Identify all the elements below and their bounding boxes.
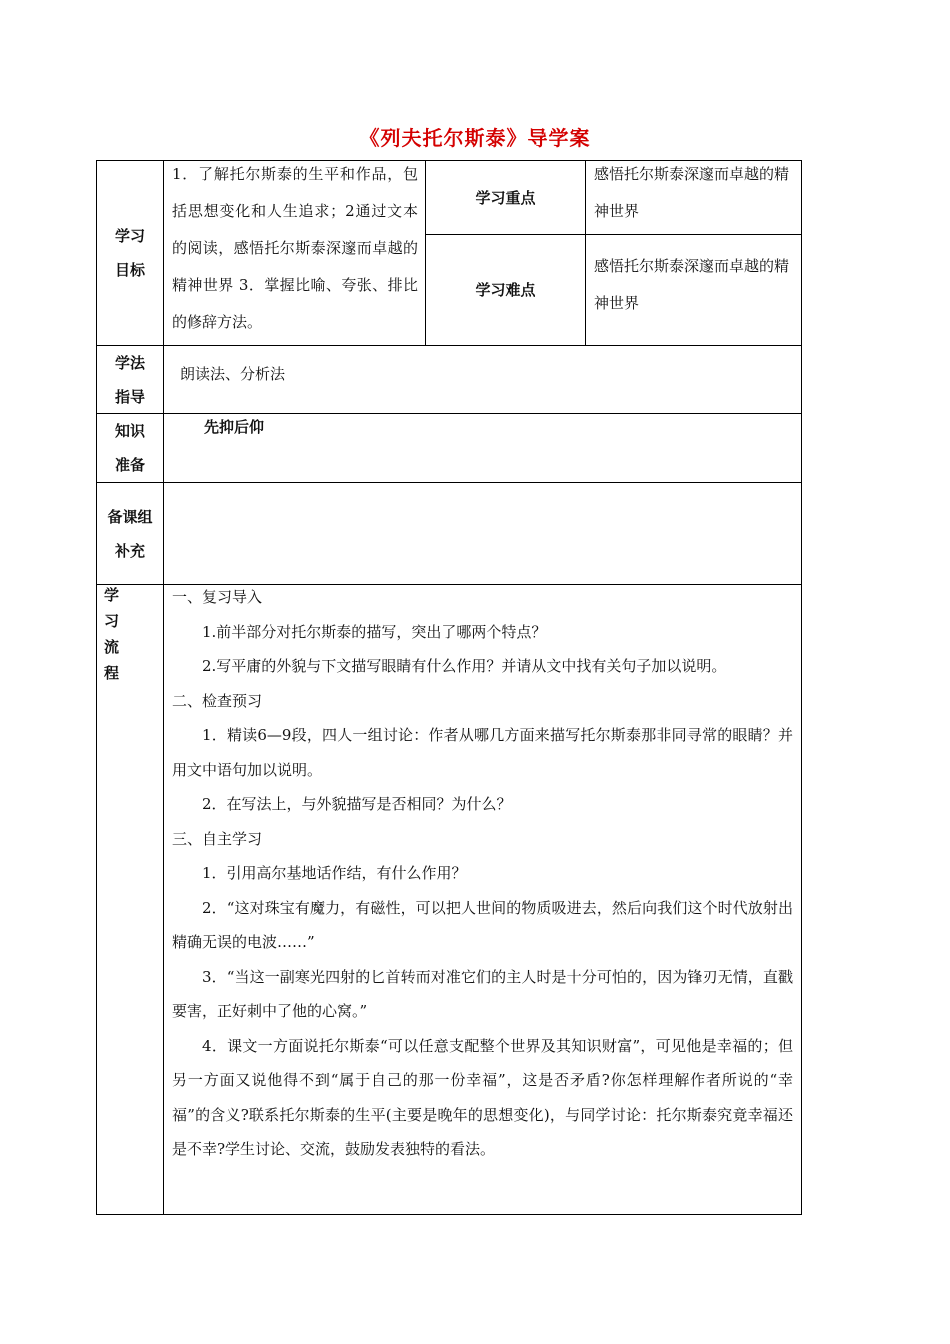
objectives-paragraph: 1．了解托尔斯泰的生平和作品，包括思想变化和人生追求；2通过文本的阅读，感悟托尔斯泰深邃而卓越的精神世界 3．掌握比喻、夸张、排比的修辞方法。 <box>172 165 418 331</box>
knowledge-label-line1: 知识 <box>114 422 145 440</box>
method-label-line1: 学法 <box>114 354 145 372</box>
knowledge-label-line2: 准备 <box>114 456 145 474</box>
difficulty-text <box>594 248 794 322</box>
question-item: 1．精读6—9段，四人一组讨论：作者从哪几方面来描写托尔斯泰那非同寻常的眼睛？并用文中语句加以说明。 <box>172 726 793 779</box>
table-border <box>96 1214 802 1215</box>
page-title: 《列夫托尔斯泰》导学案 <box>359 126 591 150</box>
key-point-paragraph: 感悟托尔斯泰深邃而卓越的精神世界 <box>594 165 790 220</box>
question-item: 2.写平庸的外貌与下文描写眼睛有什么作用？并请从文中找有关句子加以说明。 <box>202 657 727 675</box>
section-heading: 一、复习导入 <box>172 588 263 606</box>
objectives-text <box>172 156 418 341</box>
supplement-label <box>97 483 163 584</box>
question-item: 2．在写法上，与外貌描写是否相同？为什么？ <box>202 795 512 813</box>
method-text: 朗读法、分析法 <box>180 365 286 383</box>
method-label <box>97 346 163 413</box>
section-heading: 二、检查预习 <box>172 691 263 710</box>
table-divider <box>96 482 802 483</box>
knowledge-text: 先抑后仰 <box>204 418 265 436</box>
process-label <box>104 582 144 686</box>
table-border <box>801 160 802 1215</box>
table-divider <box>163 160 164 1215</box>
study-guide-table <box>96 160 802 1215</box>
objectives-label <box>97 161 163 345</box>
difficulty-label: 学习难点 <box>475 281 536 299</box>
method-label-line2: 指导 <box>114 388 145 406</box>
objectives-label-line2: 目标 <box>114 261 145 279</box>
process-label-char: 程 <box>104 664 120 682</box>
process-label-char: 习 <box>104 612 120 630</box>
difficulty-paragraph: 感悟托尔斯泰深邃而卓越的精神世界 <box>594 257 790 312</box>
process-label-char: 学 <box>104 586 120 604</box>
question-item: 4．课文一方面说托尔斯泰“可以任意支配整个世界及其知识财富”，可见他是幸福的；但另一方面又说他得不到“属于自己的那一份幸福”，这是否矛盾?你怎样理解作者所说的“幸福”的含义?联系托尔斯泰的生平(主要是晚年的思想变化)，与同学讨论：托尔斯泰究竟幸福还是不幸?学生讨论、交流，鼓励发表独特的看法。 <box>172 1036 793 1158</box>
table-divider <box>585 160 586 345</box>
process-content <box>172 580 793 1167</box>
key-point-text <box>594 156 794 230</box>
knowledge-label <box>97 414 163 482</box>
question-item: 3．“当这一副寒光四射的匕首转而对准它们的主人时是十分可怕的，因为锋刃无情，直戳要害，正好刺中了他的心窝。” <box>172 967 793 1020</box>
table-divider <box>96 345 802 346</box>
question-item: 1.前半部分对托尔斯泰的描写，突出了哪两个特点？ <box>202 622 547 641</box>
process-label-char: 流 <box>104 638 120 656</box>
key-point-label: 学习重点 <box>475 188 536 207</box>
question-item: 2．“这对珠宝有魔力，有磁性，可以把人世间的物质吸进去，然后向我们这个时代放射出精确无误的电波……” <box>172 898 793 951</box>
supplement-label-line2: 补充 <box>114 541 145 560</box>
objectives-label-line1: 学习 <box>114 227 145 245</box>
question-item: 1．引用高尔基地话作结，有什么作用？ <box>202 864 467 882</box>
section-heading: 三、自主学习 <box>172 829 263 848</box>
supplement-label-line1: 备课组 <box>107 507 153 526</box>
